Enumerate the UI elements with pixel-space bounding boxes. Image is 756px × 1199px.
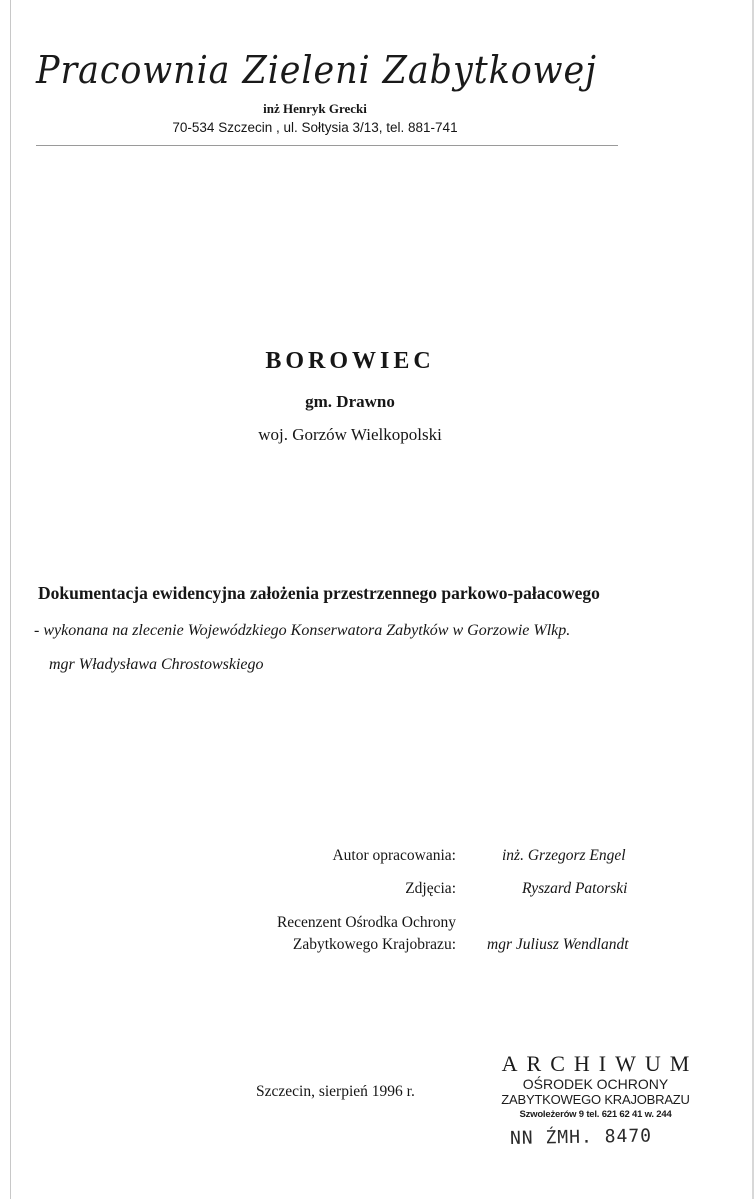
reviewer-label-line2: Zabytkowego Krajobrazu:	[292, 936, 456, 953]
letterhead-address: 70-534 Szczecin , ul. Sołtysia 3/13, tel. 881-741	[172, 120, 458, 135]
handwritten-catalog-number: NN ŹMH. 8470	[509, 1125, 653, 1149]
photos-label: Zdjęcia:	[405, 880, 456, 897]
author-value: inż. Grzegorz Engel	[502, 847, 626, 864]
commune-name: gm. Drawno	[305, 392, 395, 411]
stamp-title: ARCHIWUM	[501, 1051, 699, 1076]
reviewer-label-line1: Recenzent Ośrodka Ochrony	[276, 914, 456, 931]
page-edge-left	[10, 0, 11, 1199]
stamp-institution-line1: OŚRODEK OCHRONY	[522, 1076, 669, 1092]
archive-stamp	[488, 1052, 703, 1122]
voivodeship-name: woj. Gorzów Wielkopolski	[258, 425, 442, 444]
stamp-address-line: Szwoleżerów 9 tel. 621 62 41 w. 244	[519, 1109, 672, 1120]
page-edge-right	[752, 0, 754, 1199]
letterhead-divider	[36, 145, 618, 146]
document-title: BOROWIEC	[265, 348, 435, 374]
letterhead-firm-name: Pracownia Zieleni Zabytkowej	[36, 48, 597, 92]
photos-value: Ryszard Patorski	[522, 880, 628, 897]
place-and-date: Szczecin, sierpień 1996 r.	[256, 1083, 415, 1100]
reviewer-value: mgr Juliusz Wendlandt	[487, 936, 629, 953]
commission-line: - wykonana na zlecenie Wojewódzkiego Konserwatora Zabytków w Gorzowie Wlkp.	[34, 622, 571, 639]
author-label: Autor opracowania:	[332, 847, 456, 864]
stamp-institution-line2: ZABYTKOWEGO KRAJOBRAZU	[501, 1092, 690, 1107]
commissioner-name: mgr Władysława Chrostowskiego	[49, 656, 264, 673]
letterhead-owner: inż Henryk Grecki	[263, 101, 367, 116]
documentation-heading: Dokumentacja ewidencyjna założenia przestrzennego parkowo-pałacowego	[38, 583, 600, 603]
